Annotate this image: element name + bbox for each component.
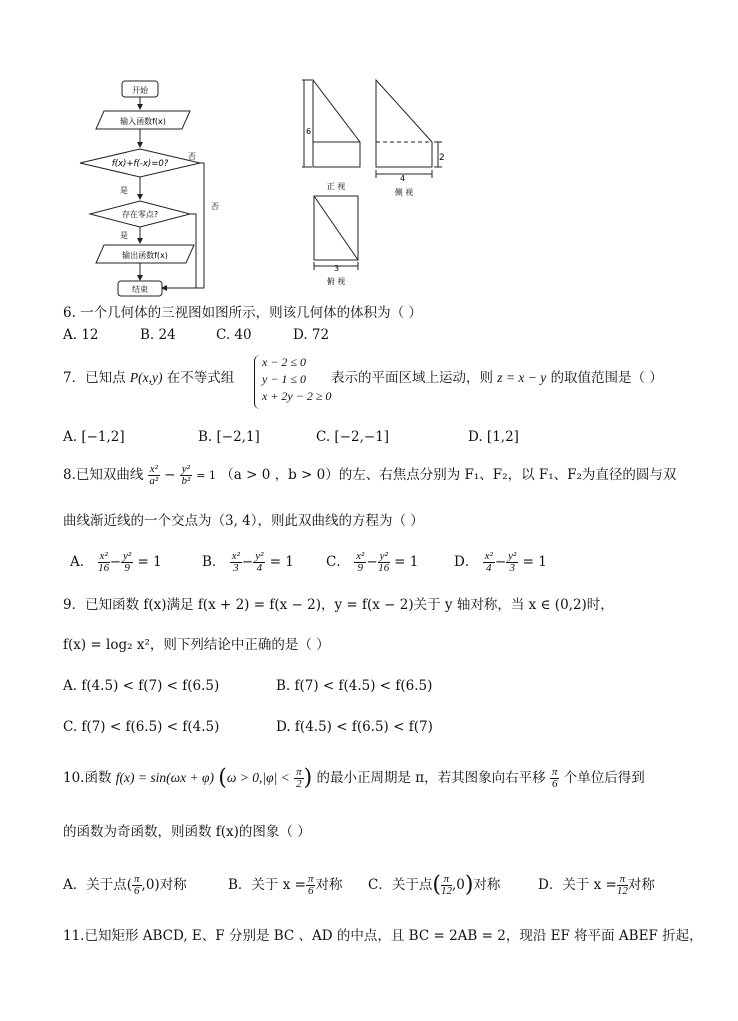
q10-line2: 的函数为奇函数，则函数 f(x)的图象（ ） [63,824,311,840]
flow-input-text: 输入函数f(x) [120,117,166,126]
flow-yes-2: 是 [120,231,128,240]
front-view [313,80,360,167]
q6-option-d: D. 72 [293,327,330,343]
q7-system [262,354,331,405]
q8-frac-y: $\frac{\text{y²}}{\text{b²}}$ [181,463,191,487]
q10-option-c: C．关于点( $\frac{\pi}{12}$ ,0)对称 [368,872,501,898]
q10-mid: 的最小正周期是 π，若其图象向右平移 [316,770,546,786]
dim-3: 3 [334,264,340,273]
q10-option-b: B．关于 x = $\frac{\pi}{6}$ 对称 [228,873,343,897]
q7-ineq-1: x − 2 ≤ 0 [262,355,307,369]
q9-line2: f(x) = log₂ x²，则下列结论中正确的是（ ） [63,637,330,653]
q7-ineq-3: x + 2y − 2 ≥ 0 [262,389,332,403]
q8-option-d: D． $\frac{\text{x²}}{4}$ − $\frac{\text{y²}}{3}$ = 1 [454,550,547,574]
q10-option-a: A．关于点( $\frac{\pi}{6}$ ,0)对称 [63,873,187,897]
q10-suffix: 个单位后得到 [563,770,645,786]
dim-6: 6 [306,127,312,136]
flow-no-2: 否 [211,202,219,211]
side-view-label: 侧 视 [394,188,414,197]
flow-end-text: 结束 [132,285,148,294]
flow-cond1-text: f(x)+f(-x)=0? [111,159,169,169]
q7-option-d: D. [1,2] [468,429,519,445]
q7-point: P(x,y) [129,370,163,385]
q9-option-b: B. f(7) < f(4.5) < f(6.5) [276,678,433,694]
q7-suffix1: 表示的平面区域上运动，则 [331,370,493,386]
q10-prefix: 10.函数 [63,770,112,786]
q7-line-right [331,369,663,387]
q6-text: 6. 一个几何体的三视图如图所示，则该几何体的体积为（ ） [63,305,422,321]
three-view-figure [300,72,460,297]
q10-option-d: D．关于 x = $\frac{\pi}{12}$ 对称 [538,873,655,897]
q7-option-c: C. [−2,−1] [316,429,390,445]
flow-output-text: 输出函数f(x) [122,251,168,260]
q10-line1: 10.函数 f(x) = sin(ωx + φ) (ω > 0,|φ| < $\frac{\pi}{2}$ ) 的最小正周期是 π，若其图象向右平移 $\frac{\pi}{6}$ 个单位后得到 [63,765,645,791]
q8-option-c: C． $\frac{\text{x²}}{9}$ − $\frac{\text{y²}}{16}$ = 1 [326,550,419,574]
flow-start-text: 开始 [132,86,148,95]
q8-frac-x: $\frac{\text{x²}}{\text{a²}}$ [149,463,159,487]
flowchart [70,75,230,300]
q7-expr: z = x − y [497,370,547,385]
q8-eq-rhs: = 1 [196,469,216,482]
q9-option-c: C. f(7) < f(6.5) < f(4.5) [63,719,220,735]
q8-line2: 曲线渐近线的一个交点为（3, 4），则此双曲线的方程为（ ） [63,513,424,529]
q9-line1: 9．已知函数 f(x)满足 f(x + 2) = f(x − 2)，y = f(x − 2)关于 y 轴对称，当 x ∈ (0,2)时， [63,597,614,613]
q7-option-b: B. [−2,1] [198,429,260,445]
q7-suffix2: 的取值范围是（ ） [550,370,663,386]
flow-cond2-text: 存在零点? [121,210,159,219]
dim-4: 4 [400,174,406,183]
q6-option-b: B. 24 [140,327,176,343]
flow-no-1: 否 [188,152,196,161]
q10-cond: ω > 0,|φ| < [226,770,290,785]
q9-option-a: A. f(4.5) < f(7) < f(6.5) [63,678,220,694]
top-view-label: 俯 视 [326,277,346,286]
q7-line [63,369,234,387]
q8-line1: 8.已知双曲线 $\frac{\text{x²}}{\text{a²}}$ − $\frac{\text{y²}}{\text{b²}}$ = 1 （a > 0 ，b > 0）的左、右焦点分别为 F₁、F₂，以 F₁、F₂为直径的圆与双 [63,463,677,487]
side-view [376,80,432,167]
q7-prefix: 7．已知点 [63,370,126,386]
q6-option-a: A. 12 [63,327,99,343]
q9-option-d: D. f(4.5) < f(6.5) < f(7) [276,719,433,735]
q7-ineq-2: y − 1 ≤ 0 [262,372,307,386]
q8-option-a: A． $\frac{\text{x²}}{16}$ − $\frac{\text{y²}}{9}$ = 1 [70,550,162,574]
dim-2: 2 [439,153,445,163]
q8-option-b: B． $\frac{\text{x²}}{3}$ − $\frac{\text{y²}}{4}$ = 1 [202,550,294,574]
q11-text: 11.已知矩形 ABCD, E、F 分别是 BC 、AD 的中点，且 BC = 2AB = 2，现沿 EF 将平面 ABEF 折起， [63,928,703,944]
q7-mid: 在不等式组 [166,370,235,386]
q6-option-c: C. 40 [216,327,252,343]
q8-prefix: 8.已知双曲线 [63,467,144,483]
front-view-label: 正 视 [326,182,346,191]
q10-func: f(x) = sin(ωx + φ) [115,770,214,785]
flow-yes-1: 是 [120,186,128,195]
q7-option-a: A. [−1,2] [63,429,125,445]
q8-cond: （a > 0 ，b > 0）的左、右焦点分别为 F₁、F₂，以 F₁、F₂为直径的圆与双 [220,467,677,483]
